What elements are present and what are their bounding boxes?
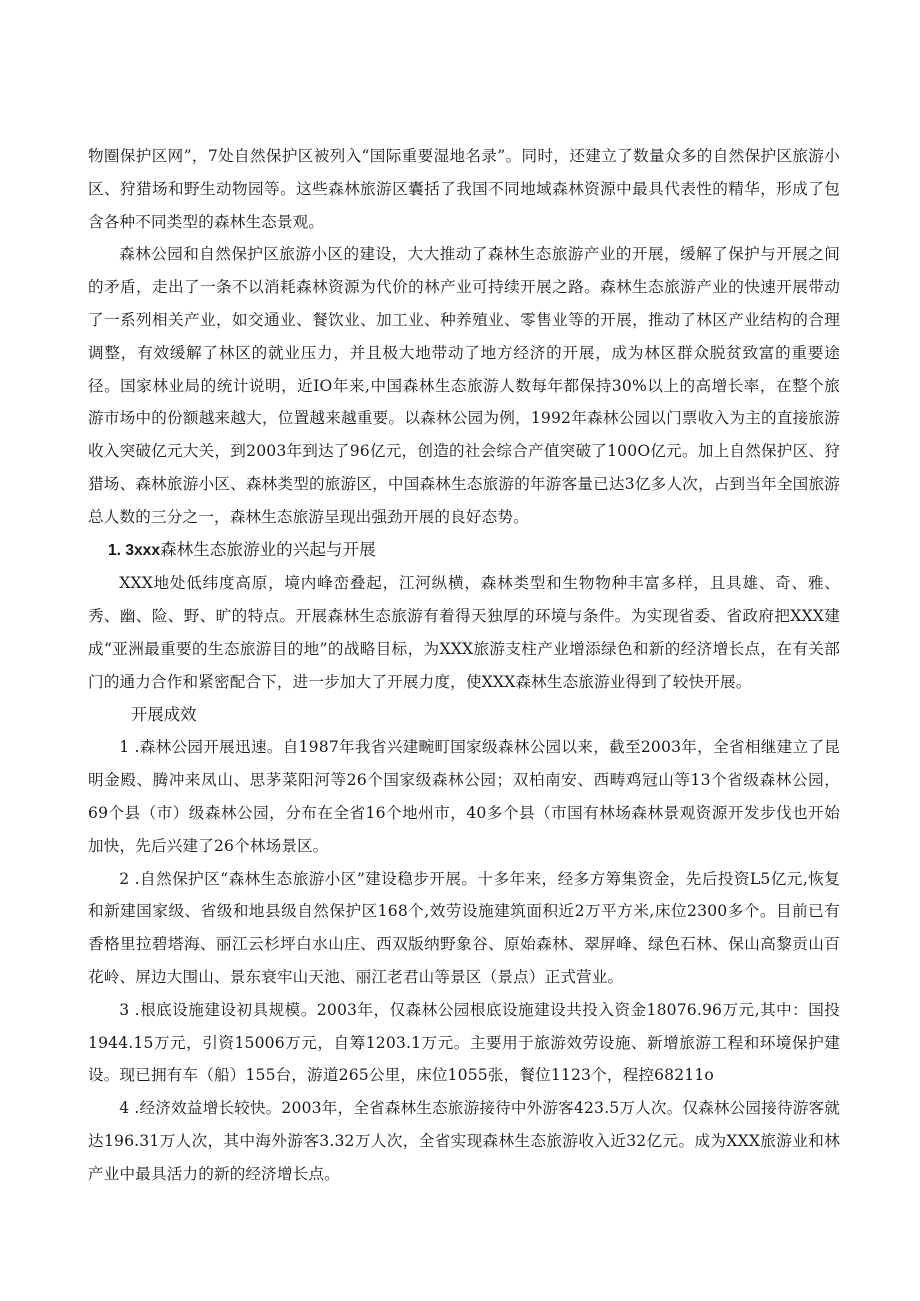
list-item: 3 .根底设施建设初具规模。2003年，仅森林公园根底设施建设共投入资金18076.96万元,其中：国投1944.15万元，引资15006万元，自筹1203.1万元。主要用于旅游效劳设施、新增旅游工程和环境保护建设。现已拥有车（船）155台，游道265公里，床位1055张，餐位1123个，程控68211o [88,1000,840,1085]
section-heading [88,534,840,568]
document-page [88,140,840,1191]
subheading: 开展成效 [131,704,197,724]
section-intro: XXX地处低纬度高原，境内峰峦叠起，江河纵横，森林类型和生物物种丰富多样，且具雄、奇、雅、秀、幽、险、野、旷的特点。开展森林生态旅游有着得天独厚的环境与条件。为实现省委、省政府把XXX建成“亚洲最重要的生态旅游目的地”的战略目标，为XXX旅游支柱产业增添绿色和新的经济增长点，在有关部门的通力合作和紧密配合下，进一步加大了开展力度，使XXX森林生态旅游业得到了较快开展。 [88,574,840,691]
paragraph-continuation: 物圈保护区网”，7处自然保护区被列入“国际重要湿地名录”。同时，还建立了数量众多的自然保护区旅游小区、狩猎场和野生动物园等。这些森林旅游区囊括了我国不同地域森林资源中最具代表性的精华，形成了包含各种不同类型的森林生态景观。 [88,147,840,231]
section-number: 1. 3xxx [108,541,161,559]
section-title: 森林生态旅游业的兴起与开展 [160,539,376,559]
list-item: 1 .森林公园开展迅速。自1987年我省兴建畹町国家级森林公园以来，截至2003年，全省相继建立了昆明金殿、腾冲来凤山、思茅菜阳河等26个国家级森林公园；双柏南安、西畴鸡冠山等13个省级森林公园，69个县（市）级森林公园，分布在全省16个地州市，40多个县（市国有林场森林景观资源开发步伐也开始加快，先后兴建了26个林场景区。 [88,738,840,855]
paragraph-forest-parks: 森林公园和自然保护区旅游小区的建设，大大推动了森林生态旅游产业的开展，缓解了保护与开展之间的矛盾，走出了一条不以消耗森林资源为代价的林产业可持续开展之路。森林生态旅游产业的快速开展带动了一系列相关产业，如交通业、餐饮业、加工业、种养殖业、零售业等的开展，推动了林区产业结构的合理调整，有效缓解了林区的就业压力，并且极大地带动了地方经济的开展，成为林区群众脱贫致富的重要途径。国家林业局的统计说明，近IO年来,中国森林生态旅游人数每年都保持30%以上的高增长率，在整个旅游市场中的份额越来越大，位置越来越重要。以森林公园为例，1992年森林公园以门票收入为主的直接旅游收入突破亿元大关，到2003年到达了96亿元，创造的社会综合产值突破了100O亿元。加上自然保护区、狩猎场、森林旅游小区、森林类型的旅游区，中国森林生态旅游的年游客量已达3亿多人次，占到当年全国旅游总人数的三分之一，森林生态旅游呈现出强劲开展的良好态势。 [88,245,840,526]
list-item: 2 .自然保护区“森林生态旅游小区”建设稳步开展。十多年来，经多方筹集资金，先后投资L5亿元,恢复和新建国家级、省级和地县级自然保护区168个,效劳设施建筑面积近2万平方米,床位2300多个。目前已有香格里拉碧塔海、丽江云杉坪白水山庄、西双版纳野象谷、原始森林、翠屏峰、绿色石林、保山高黎贡山百花岭、屏边大围山、景东衰牢山天池、丽江老君山等景区（景点）正式营业。 [88,869,840,986]
list-item: 4 .经济效益增长较快。2003年，全省森林生态旅游接待中外游客423.5万人次。仅森林公园接待游客就达196.31万人次，其中海外游客3.32万人次，全省实现森林生态旅游收入近32亿元。成为XXX旅游业和林产业中最具活力的新的经济增长点。 [88,1099,840,1183]
